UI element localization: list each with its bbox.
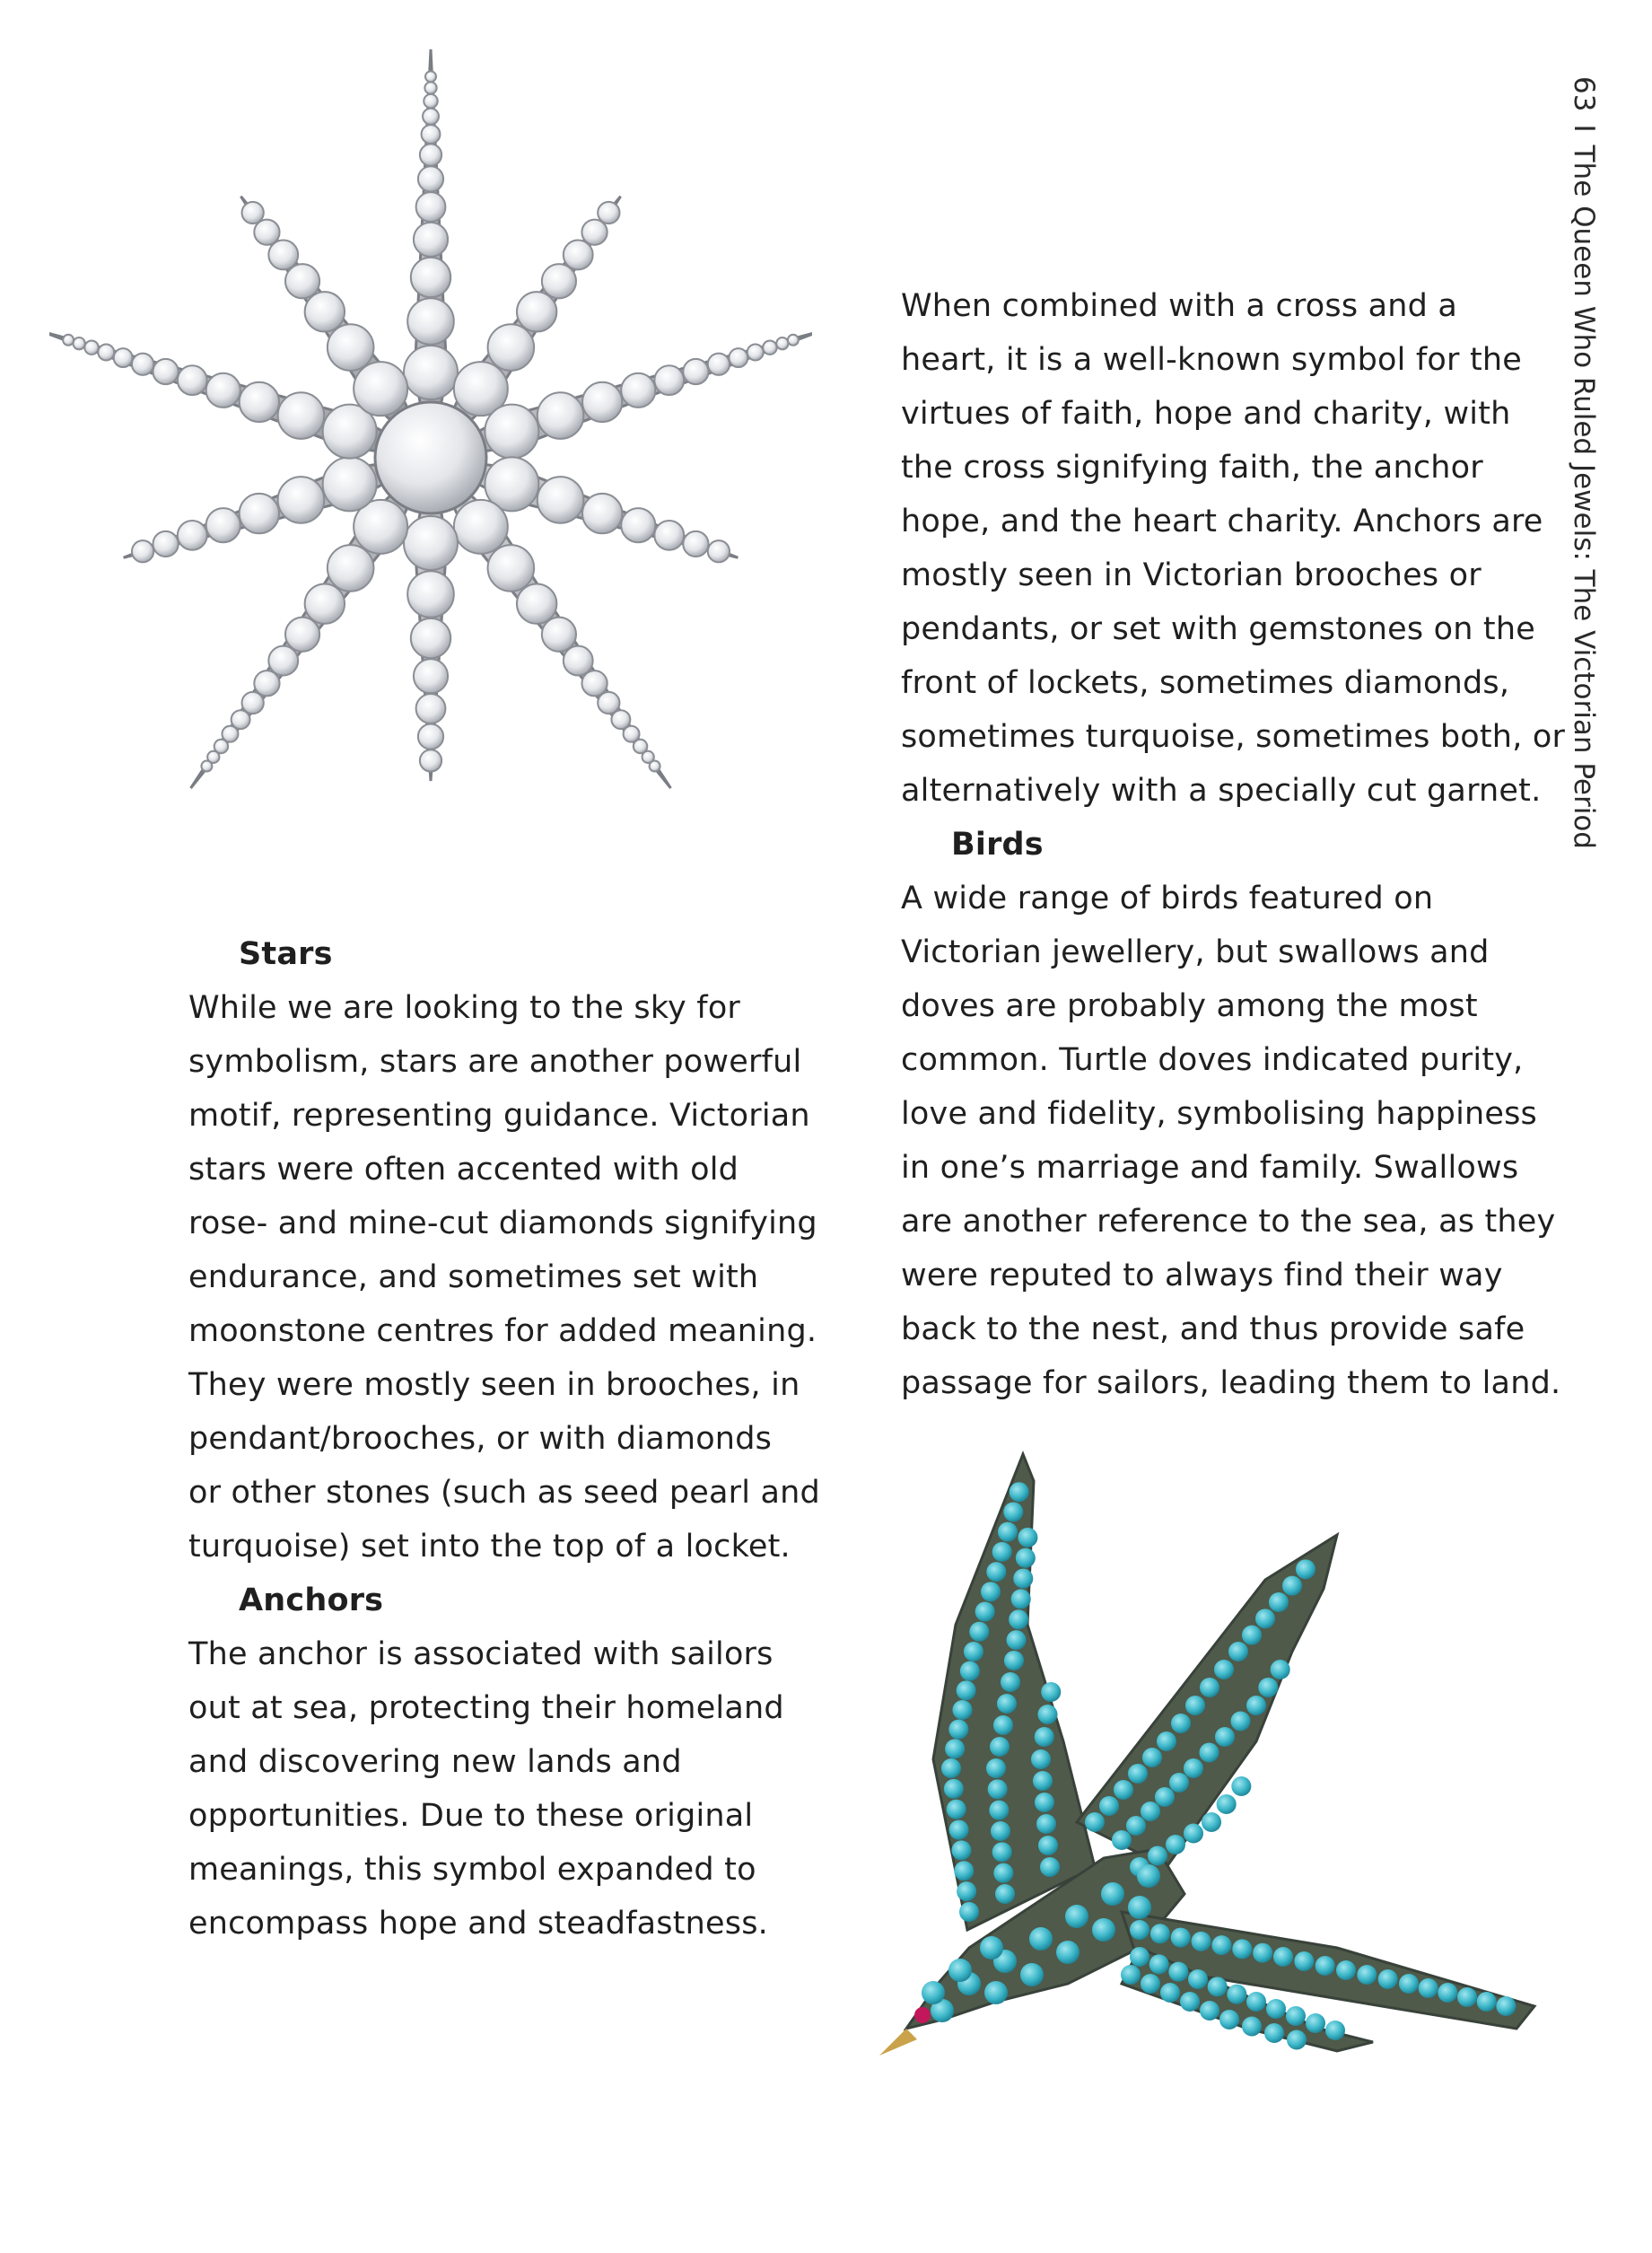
turquoise-stone bbox=[959, 1902, 979, 1922]
diamond-stone bbox=[414, 659, 448, 693]
turquoise-stone bbox=[1357, 1965, 1377, 1985]
diamond-stone bbox=[517, 292, 556, 331]
diamond-stone bbox=[84, 340, 98, 354]
body-text-line: the cross signifying faith, the anchor bbox=[901, 450, 1483, 486]
diamond-stone bbox=[323, 457, 377, 511]
diamond-stone bbox=[114, 348, 133, 367]
diamond-stone bbox=[598, 202, 619, 224]
diamond-stone bbox=[404, 516, 458, 570]
turquoise-stone bbox=[1033, 1771, 1053, 1791]
turquoise-stone bbox=[986, 1562, 1006, 1582]
turquoise-stone bbox=[1101, 1882, 1124, 1906]
turquoise-stone bbox=[1112, 1830, 1132, 1850]
diamond-stone bbox=[581, 671, 607, 696]
body-text-line: endurance, and sometimes set with bbox=[188, 1259, 759, 1295]
body-text-line: back to the nest, and thus provide safe bbox=[901, 1311, 1525, 1347]
turquoise-stone bbox=[989, 1801, 1009, 1820]
turquoise-stone bbox=[922, 1981, 945, 2004]
turquoise-stone bbox=[984, 1981, 1008, 2004]
diamond-stone bbox=[416, 694, 446, 723]
body-text-line: were reputed to always find their way bbox=[901, 1258, 1503, 1293]
turquoise-stone bbox=[1056, 1941, 1079, 1964]
turquoise-stone bbox=[1020, 1963, 1044, 1986]
diamond-stone bbox=[485, 405, 538, 459]
diamond-stone bbox=[411, 258, 450, 297]
turquoise-stone bbox=[1038, 1836, 1058, 1855]
body-text-line: They were mostly seen in brooches, in bbox=[188, 1367, 800, 1403]
diamond-stone bbox=[517, 583, 556, 623]
body-text-line: doves are probably among the most bbox=[901, 988, 1478, 1024]
turquoise-stone bbox=[1231, 1776, 1251, 1796]
diamond-stone bbox=[621, 373, 655, 408]
diamond-stone bbox=[206, 508, 240, 542]
turquoise-stone bbox=[1128, 1764, 1148, 1784]
turquoise-stone bbox=[1041, 1682, 1061, 1702]
turquoise-stone bbox=[941, 1758, 961, 1778]
diamond-stone bbox=[542, 264, 576, 298]
body-text-line: pendants, or set with gemstones on the bbox=[901, 611, 1535, 647]
turquoise-stone bbox=[992, 1542, 1012, 1562]
body-text-line: Victorian jewellery, but swallows and bbox=[901, 934, 1490, 970]
body-text-line: While we are looking to the sky for bbox=[188, 990, 741, 1026]
turquoise-stone bbox=[1003, 1502, 1023, 1521]
turquoise-stone bbox=[945, 1739, 965, 1758]
turquoise-stone bbox=[995, 1884, 1015, 1904]
diamond-stone bbox=[414, 223, 448, 257]
turquoise-stone bbox=[1184, 1824, 1203, 1844]
turquoise-stone bbox=[1306, 2013, 1325, 2033]
body-text-line: turquoise) set into the top of a locket. bbox=[188, 1529, 791, 1565]
turquoise-stone bbox=[1126, 1816, 1146, 1836]
turquoise-stone bbox=[947, 1800, 966, 1819]
turquoise-stone bbox=[1215, 1727, 1235, 1747]
turquoise-stone bbox=[986, 1758, 1006, 1778]
body-text-line: pendant/brooches, or with diamonds bbox=[188, 1421, 773, 1457]
turquoise-stone bbox=[1001, 1672, 1020, 1692]
turquoise-stone bbox=[1130, 1947, 1149, 1967]
turquoise-stone bbox=[969, 1622, 989, 1642]
diamond-stone bbox=[98, 344, 114, 360]
diamond-stone bbox=[178, 365, 207, 395]
body-text-line: are another reference to the sea, as they bbox=[901, 1204, 1556, 1240]
diamond-stone bbox=[201, 761, 212, 772]
turquoise-stone bbox=[1160, 1983, 1180, 2003]
body-text-line: symbolism, stars are another powerful bbox=[188, 1044, 802, 1080]
turquoise-stone bbox=[975, 1602, 995, 1622]
turquoise-stone bbox=[948, 1720, 968, 1740]
diamond-stone bbox=[305, 583, 345, 623]
turquoise-stone bbox=[1114, 1780, 1133, 1800]
diamond-stone bbox=[132, 354, 153, 375]
body-text-line: virtues of faith, hope and charity, with bbox=[901, 396, 1511, 432]
diamond-stone bbox=[305, 292, 345, 331]
turquoise-stone bbox=[1169, 1773, 1189, 1793]
diamond-stone bbox=[285, 618, 319, 652]
diamond-stone bbox=[278, 477, 325, 523]
turquoise-stone bbox=[1231, 1712, 1251, 1731]
body-text-line: alternatively with a specially cut garnet. bbox=[901, 773, 1542, 809]
turquoise-stone bbox=[951, 1840, 971, 1860]
book-title: The Queen Who Ruled Jewels: The Victorian Period bbox=[1568, 145, 1600, 849]
diamond-stone bbox=[776, 338, 788, 349]
turquoise-stone bbox=[1214, 1660, 1234, 1679]
diamond-stone bbox=[582, 382, 622, 422]
body-text-line: passage for sailors, leading them to land. bbox=[901, 1365, 1561, 1401]
turquoise-stone bbox=[1325, 2021, 1345, 2040]
diamond-stone bbox=[73, 338, 84, 349]
turquoise-stone bbox=[992, 1842, 1012, 1862]
turquoise-stone bbox=[1271, 1660, 1290, 1679]
body-text-line: opportunities. Due to these original bbox=[188, 1798, 754, 1834]
diamond-stone bbox=[420, 750, 441, 771]
turquoise-stone bbox=[960, 1661, 980, 1681]
body-text-line: stars were often accented with old bbox=[188, 1152, 739, 1188]
running-header bbox=[1566, 76, 1602, 849]
diamond-stone bbox=[422, 125, 441, 144]
diamond-stone bbox=[418, 723, 443, 749]
turquoise-stone bbox=[1227, 1985, 1246, 2004]
diamond-stone bbox=[581, 220, 607, 245]
center-diamond bbox=[375, 402, 486, 513]
diamond-stone bbox=[538, 477, 584, 523]
diamond-stone bbox=[328, 545, 374, 592]
turquoise-stone bbox=[1085, 1812, 1105, 1832]
right-column bbox=[901, 279, 1566, 1410]
turquoise-stone bbox=[1141, 1802, 1160, 1821]
turquoise-stone bbox=[1016, 1548, 1036, 1568]
turquoise-stone bbox=[1121, 1965, 1141, 1985]
diamond-stone bbox=[424, 82, 436, 93]
diamond-stone bbox=[763, 340, 776, 354]
turquoise-stone bbox=[1031, 1749, 1051, 1769]
turquoise-stone bbox=[1150, 1924, 1170, 1943]
diamond-stone bbox=[416, 192, 446, 222]
body-text-line: hope, and the heart charity. Anchors are bbox=[901, 504, 1543, 539]
diamond-stone bbox=[650, 761, 660, 772]
diamond-stone bbox=[683, 359, 708, 384]
body-text-line: and discovering new lands and bbox=[188, 1744, 682, 1780]
turquoise-stone bbox=[1171, 1928, 1191, 1948]
diamond-stone bbox=[538, 392, 584, 439]
body-text-line: The anchor is associated with sailors bbox=[188, 1636, 774, 1672]
turquoise-stone bbox=[1004, 1651, 1024, 1670]
body-text-line: or other stones (such as seed pearl and bbox=[188, 1475, 820, 1511]
diamond-stone bbox=[454, 500, 508, 554]
diamond-stone bbox=[411, 618, 450, 658]
section-heading-birds: Birds bbox=[951, 827, 1044, 863]
turquoise-stone bbox=[1202, 1812, 1221, 1832]
diamond-stone bbox=[268, 241, 298, 270]
diamond-stone bbox=[178, 521, 207, 550]
turquoise-stone bbox=[1166, 1835, 1185, 1854]
diamond-stone bbox=[404, 346, 458, 399]
diamond-stone bbox=[206, 373, 240, 408]
turquoise-stone bbox=[1192, 1932, 1211, 1951]
turquoise-stone bbox=[1246, 1992, 1266, 2012]
turquoise-stone bbox=[944, 1779, 964, 1799]
turquoise-stone bbox=[993, 1715, 1013, 1735]
turquoise-stone bbox=[1286, 2006, 1306, 2026]
turquoise-stone bbox=[1013, 1569, 1033, 1589]
turquoise-stone bbox=[1282, 1576, 1302, 1596]
turquoise-stone bbox=[1200, 1743, 1219, 1763]
turquoise-stone bbox=[1496, 1996, 1516, 2016]
diamond-stone bbox=[564, 241, 593, 270]
turquoise-stone bbox=[1171, 1714, 1191, 1733]
turquoise-stone bbox=[980, 1936, 1003, 1959]
diamond-stone bbox=[268, 646, 298, 676]
turquoise-stone bbox=[1155, 1787, 1175, 1807]
diamond-stone bbox=[564, 646, 593, 676]
turquoise-stone bbox=[1157, 1731, 1176, 1751]
diamond-stone bbox=[654, 521, 684, 550]
diamond-stone bbox=[708, 354, 730, 375]
turquoise-stone bbox=[1232, 1939, 1252, 1959]
turquoise-stone bbox=[1007, 1630, 1027, 1650]
body-text-line: front of lockets, sometimes diamonds, bbox=[901, 665, 1510, 701]
turquoise-stone bbox=[1438, 1983, 1457, 2003]
turquoise-stone bbox=[1029, 1927, 1053, 1951]
turquoise-stone bbox=[1200, 2001, 1219, 2021]
body-text-line: When combined with a cross and a bbox=[901, 288, 1458, 324]
turquoise-stone bbox=[1336, 1960, 1356, 1980]
turquoise-stone bbox=[991, 1821, 1010, 1841]
turquoise-stone bbox=[1010, 1482, 1029, 1502]
turquoise-stone bbox=[1264, 2023, 1284, 2043]
turquoise-stone bbox=[1092, 1918, 1115, 1942]
turquoise-stone bbox=[1217, 1794, 1237, 1814]
body-text-line: A wide range of birds featured on bbox=[901, 881, 1434, 916]
diamond-stone bbox=[354, 362, 407, 416]
turquoise-stone bbox=[1065, 1905, 1088, 1928]
diamond-stone bbox=[621, 508, 655, 542]
turquoise-stone bbox=[1130, 1920, 1149, 1940]
turquoise-stone bbox=[1149, 1954, 1169, 1974]
body-text-line: motif, representing guidance. Victorian bbox=[188, 1098, 810, 1134]
turquoise-stone bbox=[1208, 1977, 1228, 1996]
diamond-stone bbox=[423, 109, 439, 125]
diamond-stone bbox=[240, 494, 279, 533]
turquoise-stone bbox=[953, 1700, 973, 1720]
turquoise-stone bbox=[1168, 1962, 1188, 1982]
turquoise-stone bbox=[1018, 1528, 1037, 1547]
left-column bbox=[188, 927, 820, 1951]
turquoise-stone bbox=[1269, 1592, 1289, 1612]
body-text-line: rose- and mine-cut diamonds signifying bbox=[188, 1205, 817, 1241]
turquoise-stone bbox=[957, 1881, 976, 1901]
diamond-stone bbox=[153, 359, 178, 384]
diamond-stone bbox=[683, 531, 708, 557]
body-text-line: meanings, this symbol expanded to bbox=[188, 1852, 756, 1888]
turquoise-stone bbox=[1242, 2017, 1262, 2037]
turquoise-stone bbox=[1128, 1896, 1151, 1919]
turquoise-stone bbox=[1188, 1969, 1208, 1989]
turquoise-stone bbox=[1378, 1969, 1398, 1989]
section-heading-anchors: Anchors bbox=[239, 1582, 384, 1618]
turquoise-stone bbox=[1184, 1758, 1203, 1778]
turquoise-stone bbox=[964, 1642, 983, 1661]
diamond-stone bbox=[542, 618, 576, 652]
body-text-line: in one’s marriage and family. Swallows bbox=[901, 1150, 1519, 1186]
turquoise-stone bbox=[1180, 1992, 1200, 2012]
section-heading-stars: Stars bbox=[239, 936, 333, 972]
diamond-stone bbox=[488, 324, 535, 371]
turquoise-stone bbox=[1315, 1956, 1335, 1976]
turquoise-stone bbox=[1035, 1727, 1054, 1747]
body-text-line: sometimes turquoise, sometimes both, or bbox=[901, 719, 1566, 755]
body-text-line: love and fidelity, symbolising happiness bbox=[901, 1096, 1537, 1132]
body-text-line: encompass hope and steadfastness. bbox=[188, 1906, 768, 1942]
diamond-stone bbox=[582, 494, 622, 533]
turquoise-stone bbox=[998, 1522, 1018, 1542]
body-text-line: moonstone centres for added meaning. bbox=[188, 1313, 817, 1349]
diamond-stone bbox=[708, 540, 730, 562]
diamond-stone bbox=[153, 531, 178, 557]
body-text-line: mostly seen in Victorian brooches or bbox=[901, 557, 1482, 593]
diamond-stone bbox=[242, 202, 264, 224]
turquoise-stone bbox=[1399, 1974, 1419, 1994]
diamond-stone bbox=[424, 94, 437, 108]
turquoise-stone bbox=[1036, 1814, 1056, 1834]
body-text-line: heart, it is a well-known symbol for the bbox=[901, 342, 1523, 378]
header-separator: I bbox=[1568, 124, 1600, 133]
diamond-stone bbox=[407, 298, 454, 345]
page-number: 63 bbox=[1568, 76, 1600, 112]
diamond-stone bbox=[729, 348, 747, 367]
turquoise-stone bbox=[1246, 1696, 1266, 1715]
diamond-stone bbox=[132, 540, 153, 562]
diamond-stone bbox=[418, 166, 443, 191]
diamond-stone bbox=[278, 392, 325, 439]
turquoise-stone bbox=[1219, 2010, 1239, 2029]
diamond-stone bbox=[420, 144, 441, 165]
turquoise-stone bbox=[1035, 1793, 1054, 1812]
turquoise-stone bbox=[1296, 1559, 1315, 1579]
diamond-stone bbox=[63, 335, 74, 346]
turquoise-stone bbox=[1200, 1678, 1219, 1697]
diamond-stone bbox=[654, 365, 684, 395]
turquoise-stone bbox=[997, 1694, 1017, 1714]
turquoise-stone bbox=[954, 1861, 974, 1880]
diamond-stone bbox=[407, 571, 454, 618]
turquoise-stone bbox=[1457, 1987, 1477, 2007]
turquoise-stone bbox=[1255, 1609, 1275, 1628]
turquoise-stone bbox=[1137, 1864, 1160, 1888]
diamond-stone bbox=[328, 324, 374, 371]
turquoise-stone bbox=[1258, 1678, 1278, 1697]
diamond-stone bbox=[240, 382, 279, 422]
swallow-brooch-image bbox=[870, 1445, 1539, 2065]
turquoise-stone bbox=[1287, 2030, 1307, 2050]
diamond-stone bbox=[747, 344, 764, 360]
turquoise-stone bbox=[1099, 1796, 1119, 1816]
turquoise-stone bbox=[1142, 1748, 1162, 1767]
diamond-stone bbox=[254, 671, 279, 696]
turquoise-stone bbox=[988, 1779, 1008, 1799]
turquoise-stone bbox=[1294, 1951, 1314, 1971]
turquoise-stone bbox=[981, 1582, 1001, 1601]
turquoise-stone bbox=[1253, 1943, 1272, 1963]
turquoise-stone bbox=[1211, 1935, 1231, 1955]
turquoise-stone bbox=[1011, 1589, 1031, 1609]
turquoise-stone bbox=[1185, 1696, 1205, 1715]
body-text-line: common. Turtle doves indicated purity, bbox=[901, 1042, 1524, 1078]
star-brooch-image bbox=[49, 27, 812, 889]
turquoise-stone bbox=[1242, 1626, 1262, 1645]
turquoise-stone bbox=[1228, 1642, 1248, 1661]
turquoise-stone bbox=[1141, 1974, 1160, 1994]
diamond-stone bbox=[425, 71, 436, 82]
turquoise-stone bbox=[1266, 1999, 1286, 2019]
turquoise-stone bbox=[990, 1737, 1010, 1757]
turquoise-stone bbox=[1477, 1992, 1497, 2012]
turquoise-stone bbox=[1273, 1947, 1293, 1967]
diamond-stone bbox=[488, 545, 535, 592]
turquoise-stone bbox=[1040, 1857, 1060, 1877]
turquoise-stone bbox=[1148, 1846, 1167, 1866]
turquoise-stone bbox=[1038, 1705, 1058, 1724]
diamond-stone bbox=[254, 220, 279, 245]
turquoise-stone bbox=[1419, 1978, 1438, 1998]
turquoise-stone bbox=[957, 1680, 976, 1700]
diamond-stone bbox=[788, 335, 799, 346]
body-text-line: out at sea, protecting their homeland bbox=[188, 1690, 784, 1726]
turquoise-stone bbox=[993, 1863, 1013, 1883]
diamond-stone bbox=[285, 264, 319, 298]
turquoise-stone bbox=[949, 1820, 969, 1840]
turquoise-stone bbox=[1009, 1609, 1028, 1629]
turquoise-stone bbox=[948, 1959, 972, 1982]
